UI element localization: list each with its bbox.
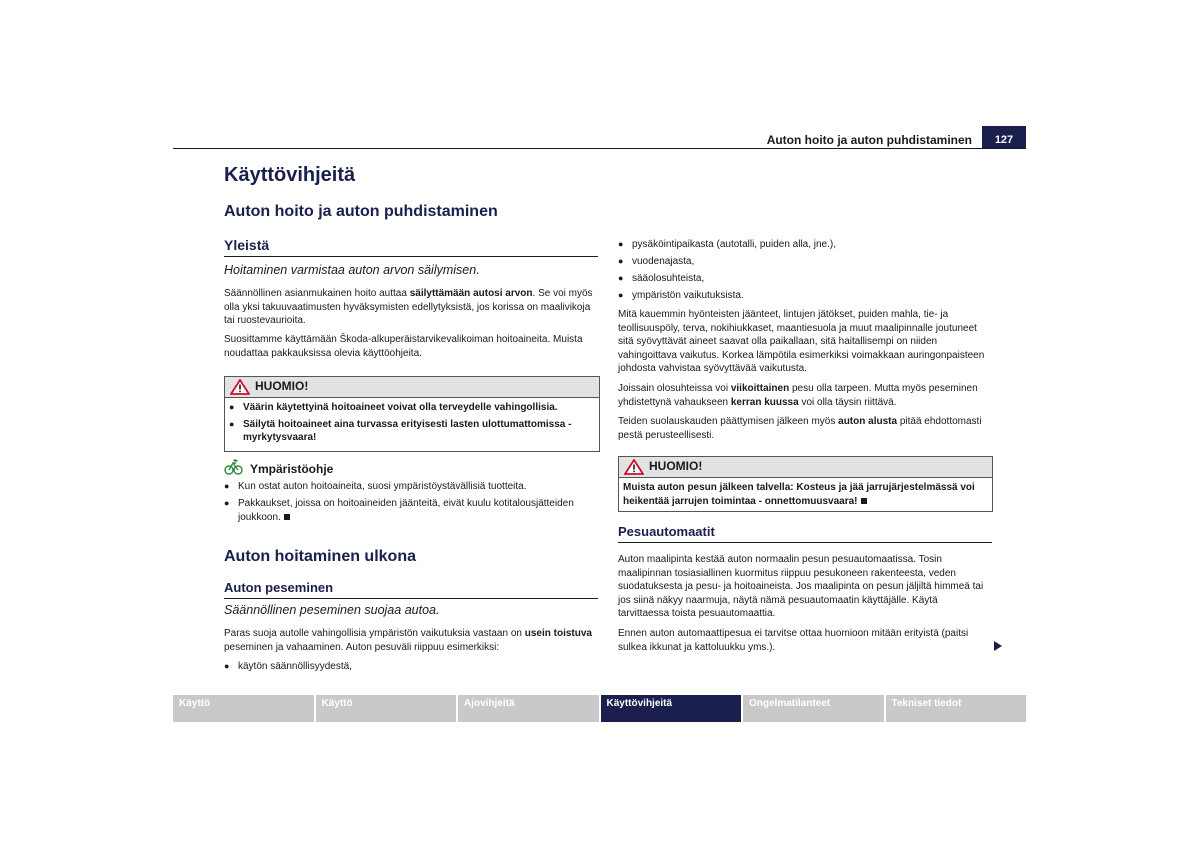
heading-exterior-care: Auton hoitaminen ulkona: [224, 548, 416, 565]
paragraph-care: Säännöllinen asianmukainen hoito auttaa säilyttämään autosi arvon. Se voi myös olla yksi takuuvaatimusten hyväksymisten edellytyksistä, jos korissa on maalivikoja tai ruostevaurioita.: [224, 288, 593, 326]
page-number: 127: [982, 126, 1026, 148]
environment-item: ● Pakkaukset, joissa on hoitoaineiden jäänteitä, eivät kuulu kotitalousjätteiden joukkoon.: [224, 497, 598, 524]
warning-box-1: [224, 376, 600, 452]
tab-ajovihjeita[interactable]: Ajovihjeitä: [458, 695, 599, 722]
tab-kaytto-1[interactable]: Käyttö: [173, 695, 314, 722]
tab-ongelmatilanteet[interactable]: Ongelmatilanteet: [743, 695, 884, 722]
end-mark-icon: [861, 498, 867, 504]
paragraph-wash-frequency: Joissain olosuhteissa voi viikoittainen pesu olla tarpeen. Mutta myös peseminen yhdistettynä vahaukseen kerran kuussa voi olla täysin riittävä.: [618, 383, 978, 408]
chapter-title: Auton hoito ja auton puhdistaminen: [224, 203, 498, 220]
chapter-tab-bar: [173, 695, 1026, 722]
section-title: Käyttövihjeitä: [224, 164, 356, 186]
list-item: ● vuodenajasta,: [618, 255, 1002, 269]
environment-icon: [224, 458, 243, 475]
tab-tekniset-tiedot[interactable]: Tekniset tiedot: [886, 695, 1027, 722]
paragraph-contaminants: Mitä kauemmin hyönteisten jäänteet, lintujen jätökset, puiden mahla, tie- ja teollisuuspöly, terva, nokihiukkaset, maantiesuola ja muut maalipinnalle joutuneet sitä syövyttävät aineet saavat olla paikallaan, sitä haitallisempi on niiden vahingoittava vaikutus. Korkea lämpötila esimerkiksi voimakkaan auringonpaisteen johdosta vahvistaa syövyttävää vaikutusta.: [618, 309, 985, 374]
list-item: ● käytön säännöllisyydestä,: [224, 660, 598, 674]
paragraph-car-wash: Auton maalipinta kestää auton normaalin pesun pesuautomaatissa. Tosin maalipinnan tosiasiallinen kuormitus riippuu pesukoneen rakenteesta, veden suodatuksesta ja pesu- ja hoitoaineista. Jos maalipinta on pesun jäljiltä himmeä tai jos siinä näkyy naarmuja, näytä nämä pesuautomaatin käyttäjälle. Käytä tarvittaessa toista pesuautomaattia.: [618, 554, 984, 619]
warning-title: HUOMIO!: [649, 459, 703, 473]
warning-box-2: [618, 456, 993, 512]
tab-kaytto-2[interactable]: Käyttö: [316, 695, 457, 722]
next-page-arrow-icon[interactable]: [994, 641, 1002, 651]
subtitle-yleista: Hoitaminen varmistaa auton arvon säilymisen.: [224, 263, 480, 277]
paragraph-before-wash: Ennen auton automaattipesua ei tarvitse ottaa huomioon mitään erityistä (paitsi sulkea ikkunat ja kattoluukku yms.).: [618, 628, 969, 653]
warning-triangle-icon: [230, 379, 250, 395]
warning-item: ● Säilytä hoitoaineet aina turvassa erityisesti lasten ulottumattomissa - myrkytysvaara!: [229, 418, 595, 445]
warning-triangle-icon: [624, 459, 644, 475]
list-item: ● ympäristön vaikutuksista.: [618, 289, 1002, 303]
list-item: ● pysäköintipaikasta (autotalli, puiden alla, jne.),: [618, 238, 1002, 252]
paragraph-skoda-products: Suosittamme käyttämään Škoda-alkuperäistarvikevalikoiman hoitoaineita. Muista noudattaa pakkauksissa olevia käyttöohjeita.: [224, 334, 583, 359]
tab-kayttovihjeita[interactable]: Käyttövihjeitä: [601, 695, 742, 722]
paragraph-washing: Paras suoja autolle vahingollisia ympäristön vaikutuksia vastaan on usein toistuva peseminen ja vahaaminen. Auton pesuväli riippuu esimerkiksi:: [224, 628, 592, 653]
heading-car-wash: Pesuautomaatit: [618, 524, 992, 543]
subtitle-washing: Säännöllinen peseminen suojaa autoa.: [224, 603, 440, 617]
end-mark-icon: [284, 514, 290, 520]
running-header-title: Auton hoito ja auton puhdistaminen: [766, 133, 972, 147]
environment-title: Ympäristöohje: [250, 462, 334, 476]
heading-yleista: Yleistä: [224, 237, 598, 257]
heading-washing: Auton peseminen: [224, 580, 598, 599]
warning-item: ● Väärin käytettyinä hoitoaineet voivat olla terveydelle vahingollisia.: [229, 401, 595, 415]
environment-item: ● Kun ostat auton hoitoaineita, suosi ympäristöystävällisiä tuotteita.: [224, 480, 598, 494]
paragraph-underbody: Teiden suolauskauden päättymisen jälkeen myös auton alusta pitää ehdottomasti pestä perusteellisesti.: [618, 416, 982, 441]
warning-text: Muista auton pesun jälkeen talvella: Kosteus ja jää jarrujärjestelmässä voi heikentää jarrujen toimintaa - onnettomuusvaara!: [623, 482, 975, 507]
warning-title: HUOMIO!: [255, 379, 309, 393]
list-item: ● sääolosuhteista,: [618, 272, 1002, 286]
header-divider: [173, 148, 1026, 149]
